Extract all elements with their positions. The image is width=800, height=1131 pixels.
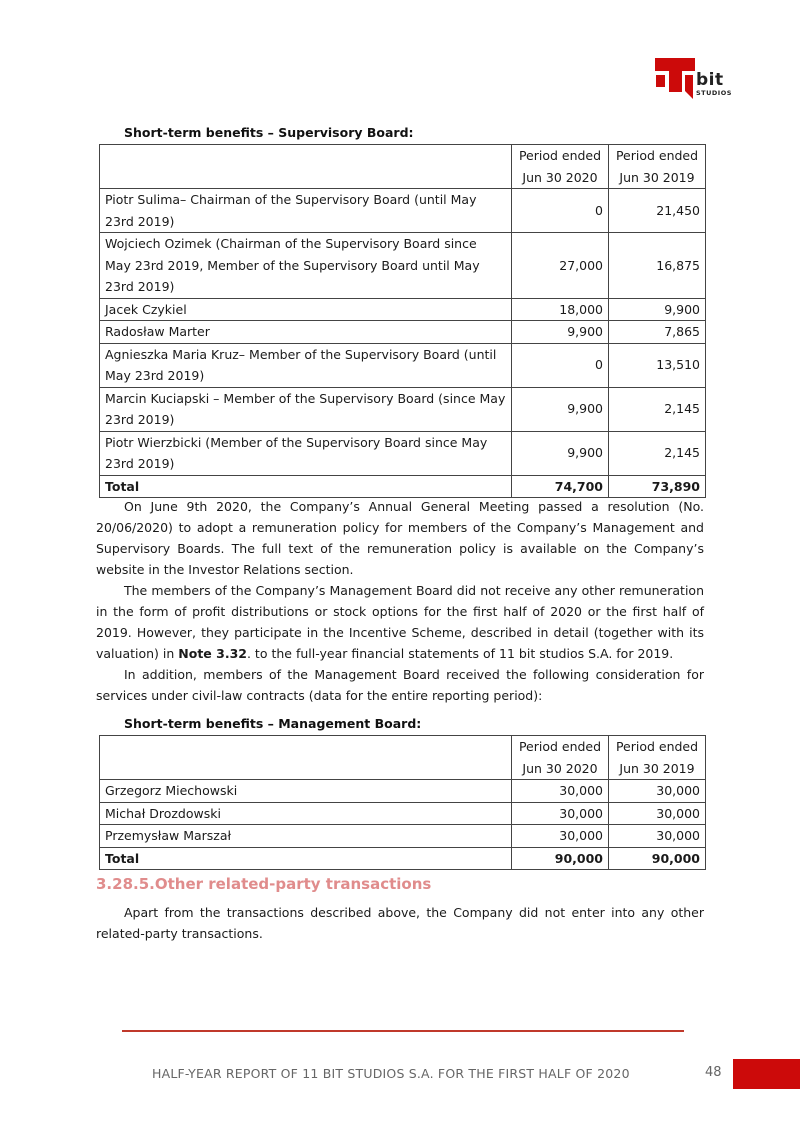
footer-accent-block <box>733 1059 800 1089</box>
total-2019: 90,000 <box>609 847 706 870</box>
total-2019: 73,890 <box>609 475 706 498</box>
value-2020: 30,000 <box>512 802 609 825</box>
logo-text: bit <box>696 70 724 90</box>
table-row <box>100 431 706 475</box>
value-2019: 2,145 <box>609 387 706 431</box>
value-2019: 16,875 <box>609 233 706 299</box>
header-empty-cell <box>100 145 512 189</box>
member-name: Radosław Marter <box>100 321 512 344</box>
table-row <box>100 343 706 387</box>
value-2019: 2,145 <box>609 431 706 475</box>
value-2019: 7,865 <box>609 321 706 344</box>
table-row <box>100 802 706 825</box>
page-number: 48 <box>705 1065 722 1080</box>
table-row <box>100 233 706 299</box>
value-2019: 30,000 <box>609 802 706 825</box>
member-name: Przemysław Marszał <box>100 825 512 848</box>
value-2020: 0 <box>512 343 609 387</box>
total-label: Total <box>100 475 512 498</box>
member-name: Piotr Wierzbicki (Member of the Supervisory Board since May 23rd 2019) <box>100 431 512 475</box>
member-name: Wojciech Ozimek (Chairman of the Supervisory Board since May 23rd 2019, Member of the Supervisory Board until May 23rd 2019) <box>100 233 512 299</box>
civil-law-paragraph: In addition, members of the Management Board received the following consideration for services under civil-law contracts (data for the entire reporting period): <box>96 667 704 703</box>
table-row <box>100 298 706 321</box>
table-total-row <box>100 475 706 498</box>
header-empty-cell <box>100 736 512 780</box>
management-table-caption: Short-term benefits – Management Board: <box>124 716 422 731</box>
logo-subtext: STUDIOS <box>696 89 732 97</box>
value-2019: 9,900 <box>609 298 706 321</box>
value-2020: 9,900 <box>512 387 609 431</box>
member-name: Grzegorz Miechowski <box>100 780 512 803</box>
member-name: Michał Drozdowski <box>100 802 512 825</box>
table-row <box>100 780 706 803</box>
table-header-row <box>100 145 706 189</box>
table-total-row <box>100 847 706 870</box>
table-row <box>100 321 706 344</box>
table-row <box>100 825 706 848</box>
header-period-2020: Period ended Jun 30 2020 <box>512 145 609 189</box>
table-row <box>100 189 706 233</box>
value-2020: 9,900 <box>512 431 609 475</box>
section-heading: 3.28.5.Other related-party transactions <box>96 875 432 893</box>
value-2019: 21,450 <box>609 189 706 233</box>
value-2020: 0 <box>512 189 609 233</box>
value-2020: 27,000 <box>512 233 609 299</box>
incentive-scheme-paragraph: The members of the Company’s Management Board did not receive any other remuneration in the form of profit distributions or stock options for the first half of 2020 or the first half of 2019. However, they participate in the Incentive Scheme, described in detail (together with its valuation) in Note 3.32. to the full-year financial statements of 11 bit studios S.A. for 2019. <box>96 583 704 661</box>
member-name: Piotr Sulima– Chairman of the Supervisory Board (until May 23rd 2019) <box>100 189 512 233</box>
footer-title: HALF-YEAR REPORT OF 11 BIT STUDIOS S.A. FOR THE FIRST HALF OF 2020 <box>152 1066 630 1081</box>
value-2019: 13,510 <box>609 343 706 387</box>
header-period-2019: Period ended Jun 30 2019 <box>609 145 706 189</box>
related-party-paragraph: Apart from the transactions described above, the Company did not enter into any other related-party transactions. <box>96 905 704 941</box>
management-board-table <box>99 735 706 870</box>
total-2020: 90,000 <box>512 847 609 870</box>
value-2020: 30,000 <box>512 780 609 803</box>
member-name: Marcin Kuciapski – Member of the Supervisory Board (since May 23rd 2019) <box>100 387 512 431</box>
value-2019: 30,000 <box>609 825 706 848</box>
total-label: Total <box>100 847 512 870</box>
header-period-2020: Period ended Jun 30 2020 <box>512 736 609 780</box>
supervisory-board-table <box>99 144 706 498</box>
remuneration-policy-paragraph: On June 9th 2020, the Company’s Annual General Meeting passed a resolution (No. 20/06/2020) to adopt a remuneration policy for members of the Company’s Management and Supervisory Boards. The full text of the remuneration policy is available on the Company’s website in the Investor Relations section. <box>96 499 704 577</box>
note-reference: Note 3.32 <box>178 646 247 661</box>
table-row <box>100 387 706 431</box>
value-2020: 9,900 <box>512 321 609 344</box>
supervisory-table-caption: Short-term benefits – Supervisory Board: <box>124 125 414 140</box>
member-name: Jacek Czykiel <box>100 298 512 321</box>
member-name: Agnieszka Maria Kruz– Member of the Supervisory Board (until May 23rd 2019) <box>100 343 512 387</box>
value-2019: 30,000 <box>609 780 706 803</box>
header-period-2019: Period ended Jun 30 2019 <box>609 736 706 780</box>
footer-divider <box>122 1030 684 1032</box>
total-2020: 74,700 <box>512 475 609 498</box>
table-header-row <box>100 736 706 780</box>
value-2020: 30,000 <box>512 825 609 848</box>
value-2020: 18,000 <box>512 298 609 321</box>
